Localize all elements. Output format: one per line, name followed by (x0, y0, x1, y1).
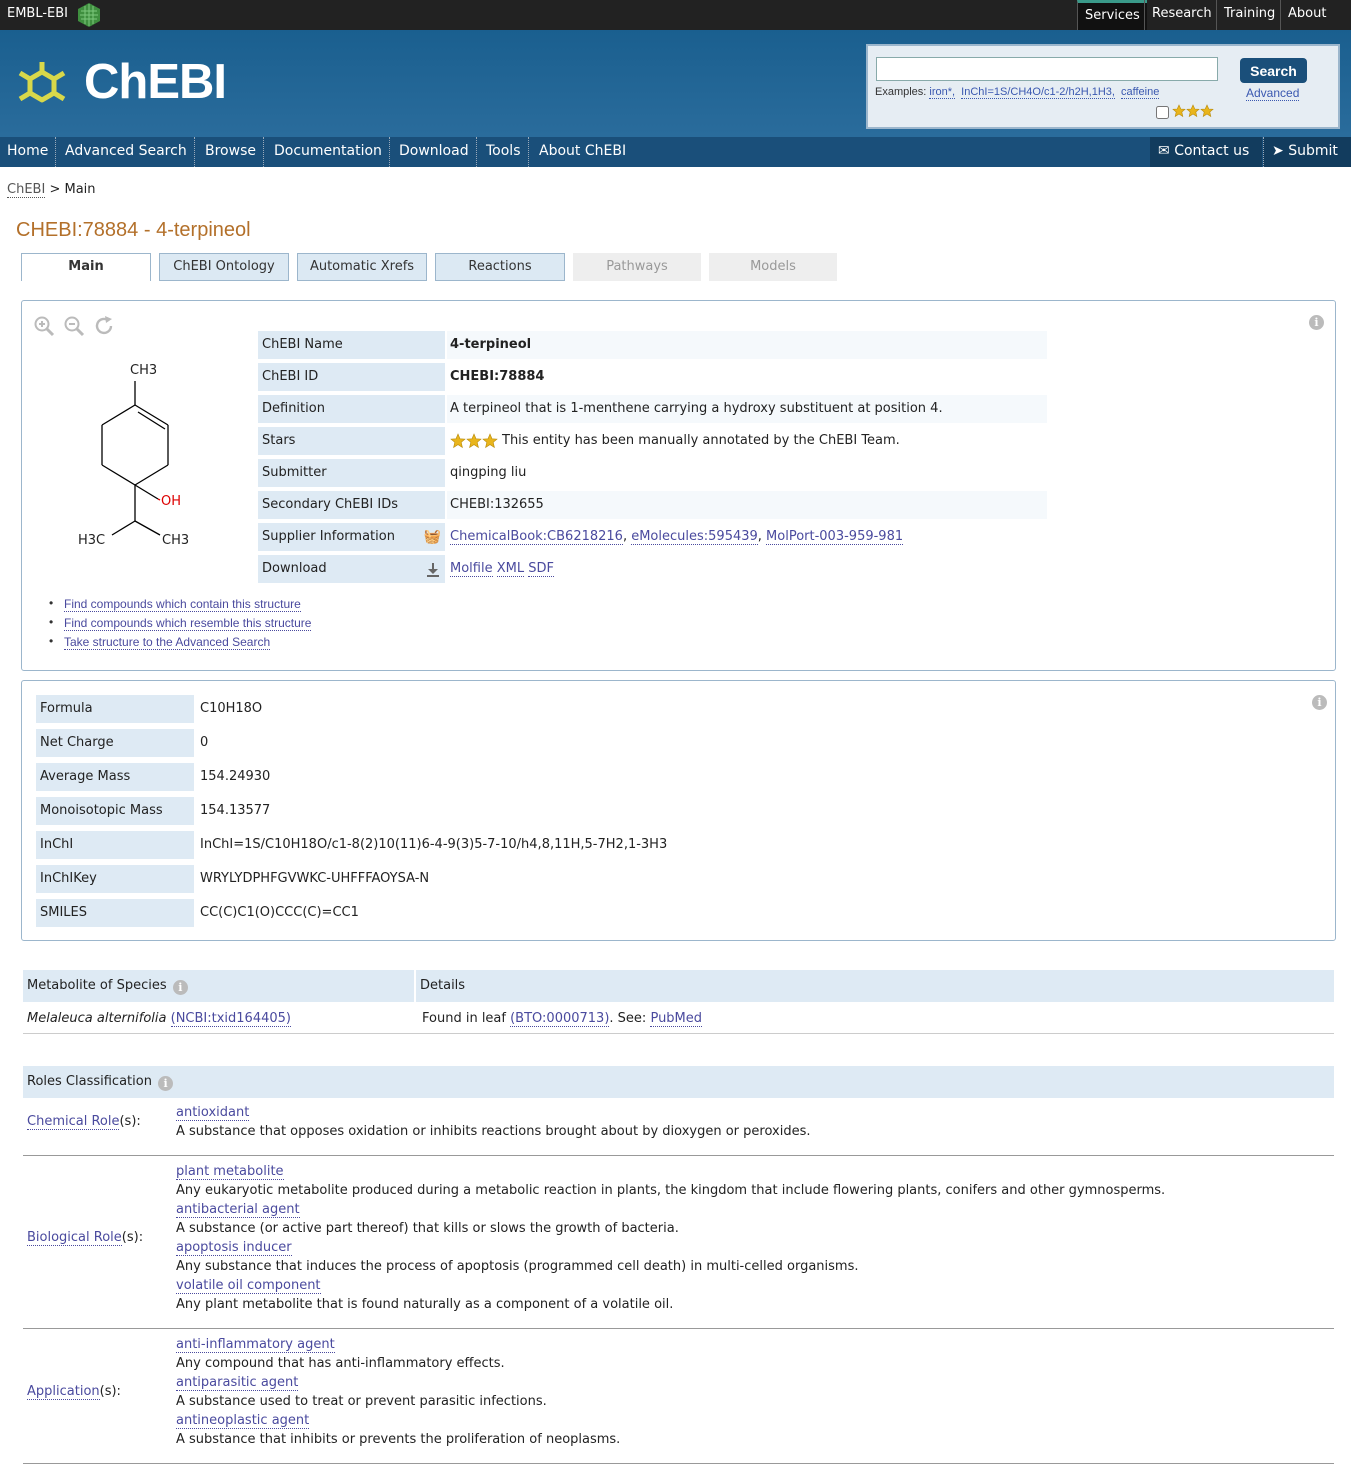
supplier-link[interactable]: MolPort-003-959-981 (766, 529, 904, 544)
breadcrumb-current: Main (64, 182, 96, 197)
three-stars-icon (450, 433, 498, 449)
roles-header (23, 1066, 1334, 1098)
ebi-link-training[interactable]: Training (1216, 0, 1282, 30)
list-item (43, 616, 311, 635)
role-link[interactable]: antibacterial agent (176, 1202, 300, 1217)
divider (23, 1155, 1334, 1156)
tab-automatic-xrefs[interactable]: Automatic Xrefs (297, 253, 427, 281)
bto-link[interactable]: (BTO:0000713) (510, 1011, 610, 1026)
advanced-search-link[interactable]: Advanced (1246, 86, 1300, 100)
structure-panel (21, 300, 1336, 671)
reset-icon[interactable] (93, 315, 115, 337)
role-description: A substance that inhibits or prevents the proliferation of neoplasms. (176, 1432, 621, 1447)
role-link[interactable]: plant metabolite (176, 1164, 284, 1179)
example-link[interactable]: InChI=1S/CH4O/c1-2/h2H,1H3, (961, 86, 1115, 98)
role-link[interactable]: anti-inflammatory agent (176, 1337, 335, 1352)
atom-label: CH3 (162, 533, 190, 548)
role-description: A substance (or active part thereof) that kills or slows the growth of bacteria. (176, 1221, 679, 1236)
three-star-filter-checkbox[interactable] (1156, 106, 1169, 119)
secondary-ids-value: CHEBI:132655 (450, 497, 544, 512)
chemical-role-link[interactable]: Chemical Role (27, 1114, 120, 1129)
basket-icon: 🧺 (423, 529, 441, 545)
ncbi-taxon-link[interactable]: (NCBI:txid164405) (170, 1011, 291, 1026)
role-link[interactable]: volatile oil component (176, 1278, 321, 1293)
submitter-value: qingping liu (450, 465, 527, 480)
details-see: . See: (609, 1011, 647, 1026)
supplier-link[interactable]: ChemicalBook:CB6218216 (450, 529, 623, 544)
role-link[interactable]: antiparasitic agent (176, 1375, 299, 1390)
masthead (0, 30, 1351, 137)
submit-label: Submit (1288, 143, 1338, 159)
tab-main[interactable]: Main (21, 253, 151, 281)
tab-reactions[interactable]: Reactions (435, 253, 565, 281)
chebi-name-value: 4-terpineol (450, 337, 532, 352)
supplier-label-text: Supplier Information (262, 529, 395, 544)
list-item (43, 635, 311, 654)
average-mass-value: 154.24930 (200, 769, 271, 784)
take-to-advanced-search-link[interactable]: Take structure to the Advanced Search (64, 635, 271, 649)
breadcrumb-separator: > (49, 182, 61, 197)
supplier-link[interactable]: eMolecules:595439 (631, 529, 758, 544)
search-input[interactable] (876, 57, 1218, 81)
formula-label: Formula (36, 695, 194, 723)
nav-home[interactable]: Home (0, 137, 56, 167)
supplier-values: ChemicalBook:CB6218216, eMolecules:595439, MolPort-003-959-981 (450, 529, 904, 544)
label-suffix: (s): (119, 1114, 141, 1129)
role-description: A substance that opposes oxidation or inhibits reactions brought about by dioxygen or peroxides. (176, 1124, 811, 1139)
examples-label: Examples: (875, 86, 927, 98)
ebi-link-services[interactable]: Services (1077, 0, 1147, 30)
download-icon (426, 562, 440, 578)
nav-browse[interactable]: Browse (198, 137, 264, 167)
example-link[interactable]: caffeine (1121, 86, 1160, 98)
details-text: Found in leaf (422, 1011, 506, 1026)
nav-download[interactable]: Download (392, 137, 477, 167)
example-link[interactable]: iron*, (929, 86, 956, 98)
formula-value: C10H18O (200, 701, 263, 716)
chemical-structure-image (72, 359, 222, 559)
inchi-label: InChI (36, 831, 194, 859)
role-description: Any compound that has anti-inflammatory effects. (176, 1356, 505, 1371)
chebi-name-label: ChEBI Name (258, 331, 445, 359)
download-values (450, 555, 554, 583)
details-cell (422, 1011, 702, 1026)
find-contain-link[interactable]: Find compounds which contain this structure (64, 597, 301, 611)
species-cell (27, 1011, 291, 1026)
tab-models: Models (709, 253, 837, 281)
chemical-role-label (27, 1114, 141, 1129)
list-item (43, 597, 311, 616)
row-bg (447, 331, 1047, 359)
monoisotopic-mass-label: Monoisotopic Mass (36, 797, 194, 825)
search-panel (866, 44, 1340, 129)
role-description: Any substance that induces the process of apoptosis (programmed cell death) in multi-celled organisms. (176, 1259, 859, 1274)
roles-header-label: Roles Classification (27, 1074, 152, 1089)
contact-us-label: Contact us (1174, 143, 1250, 159)
label-suffix: (s): (121, 1230, 144, 1245)
biological-role-label (27, 1230, 143, 1245)
ebi-link-about[interactable]: About (1280, 0, 1351, 30)
atom-label: CH3 (130, 363, 158, 378)
stars-label: Stars (258, 427, 445, 455)
ebi-top-bar (0, 0, 1351, 30)
ebi-logo[interactable]: EMBL-EBI (7, 6, 69, 21)
divider (23, 1463, 1334, 1464)
page-title: CHEBI:78884 - 4-terpineol (16, 219, 251, 241)
site-title[interactable]: ChEBI (84, 55, 226, 109)
application-label (27, 1384, 121, 1399)
main-nav (0, 137, 1351, 167)
info-icon[interactable]: i (1309, 315, 1324, 330)
tab-chebi-ontology[interactable]: ChEBI Ontology (159, 253, 289, 281)
contact-us-button[interactable] (1150, 137, 1262, 167)
chebi-id-label: ChEBI ID (258, 363, 445, 391)
submit-button[interactable] (1263, 137, 1351, 167)
three-stars-icon (1172, 104, 1214, 118)
atom-label: OH (161, 494, 182, 509)
ebi-link-research[interactable]: Research (1144, 0, 1219, 30)
monoisotopic-mass-value: 154.13577 (200, 803, 271, 818)
zoom-in-icon[interactable] (33, 315, 55, 337)
smiles-value: CC(C)C1(O)CCC(C)=CC1 (200, 905, 359, 920)
inchikey-label: InChIKey (36, 865, 194, 893)
find-resemble-link[interactable]: Find compounds which resemble this structure (64, 616, 312, 630)
nav-about-chebi[interactable]: About ChEBI (539, 143, 627, 159)
info-icon[interactable]: i (173, 980, 188, 995)
definition-label: Definition (258, 395, 445, 423)
chebi-logo-icon[interactable] (14, 58, 70, 114)
structure-links (43, 597, 311, 654)
inchikey-value: WRYLYDPHFGVWKC-UHFFFAOYSA-N (200, 871, 430, 886)
role-link[interactable]: antineoplastic agent (176, 1413, 310, 1428)
secondary-ids-label: Secondary ChEBI IDs (258, 491, 445, 519)
net-charge-label: Net Charge (36, 729, 194, 757)
role-description: Any eukaryotic metabolite produced during a metabolic reaction in plants, the kingdom that include flowering plants, conifers and other gymnosperms. (176, 1183, 1166, 1198)
smiles-label: SMILES (36, 899, 194, 927)
download-xml-link[interactable]: XML (496, 561, 525, 576)
info-icon[interactable]: i (1312, 695, 1327, 710)
submitter-label: Submitter (258, 459, 445, 487)
download-label-text: Download (262, 561, 327, 576)
stars-value: This entity has been manually annotated by the ChEBI Team. (502, 433, 900, 448)
nav-documentation[interactable]: Documentation (267, 137, 390, 167)
divider (23, 1033, 1334, 1034)
application-link[interactable]: Application (27, 1384, 100, 1399)
tab-pathways: Pathways (573, 253, 701, 281)
search-button[interactable]: Search (1240, 58, 1307, 83)
download-sdf-link[interactable]: SDF (528, 561, 554, 576)
nav-tools[interactable]: Tools (479, 137, 529, 167)
chebi-id-value: CHEBI:78884 (450, 369, 545, 384)
breadcrumb (7, 182, 96, 197)
info-icon[interactable]: i (158, 1076, 173, 1091)
role-link[interactable]: antioxidant (176, 1105, 250, 1120)
breadcrumb-root[interactable]: ChEBI (7, 182, 46, 197)
metabolite-header (23, 970, 414, 1002)
download-label (258, 555, 445, 583)
role-description: Any plant metabolite that is found naturally as a component of a volatile oil. (176, 1297, 674, 1312)
species-name: Melaleuca alternifolia (27, 1011, 167, 1026)
download-molfile-link[interactable]: Molfile (450, 561, 493, 576)
properties-panel (21, 680, 1336, 941)
role-link[interactable]: apoptosis inducer (176, 1240, 292, 1255)
metabolite-header-label: Metabolite of Species (27, 978, 167, 993)
ebi-globe-icon (76, 2, 102, 28)
label-suffix: (s): (99, 1384, 121, 1399)
inchi-value: InChI=1S/C10H18O/c1-8(2)10(11)6-4-9(3)5-7-10/h4,8,11H,5-7H2,1-3H3 (200, 837, 668, 852)
paper-plane-icon: ➤ (1272, 143, 1284, 159)
nav-advanced-search[interactable]: Advanced Search (58, 137, 195, 167)
envelope-icon: ✉ (1158, 143, 1170, 159)
biological-role-link[interactable]: Biological Role (27, 1230, 122, 1245)
role-description: A substance used to treat or prevent parasitic infections. (176, 1394, 547, 1409)
zoom-out-icon[interactable] (63, 315, 85, 337)
supplier-label (258, 523, 445, 551)
definition-value: A terpineol that is 1-menthene carrying a hydroxy substituent at position 4. (450, 401, 943, 416)
search-examples (875, 86, 1162, 98)
net-charge-value: 0 (200, 735, 209, 750)
average-mass-label: Average Mass (36, 763, 194, 791)
details-header: Details (416, 970, 1334, 1002)
pubmed-link[interactable]: PubMed (650, 1011, 703, 1026)
atom-label: H3C (78, 533, 106, 548)
divider (23, 1328, 1334, 1329)
